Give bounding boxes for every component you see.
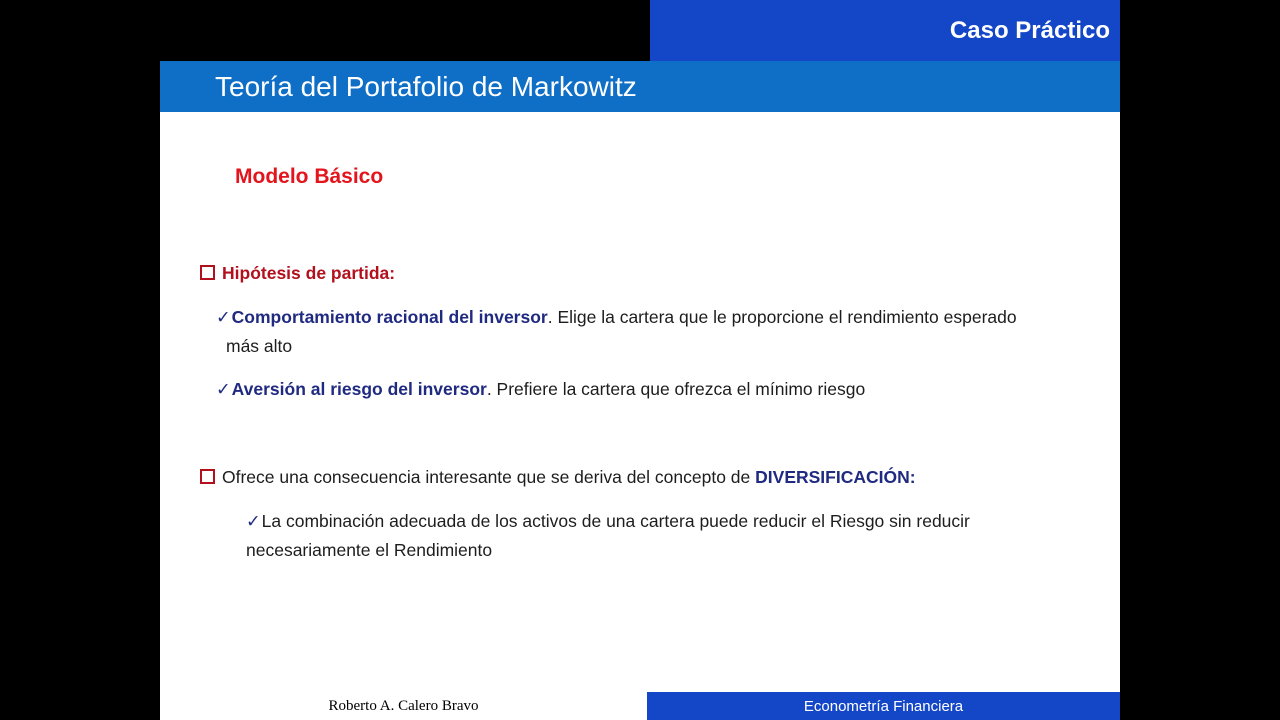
checkmark-icon: ✓ bbox=[246, 511, 261, 531]
hypothesis-text: . Prefiere la cartera que ofrezca el mínimo riesgo bbox=[486, 379, 866, 399]
slide-title: Teoría del Portafolio de Markowitz bbox=[215, 70, 637, 102]
checkmark-icon: ✓ bbox=[216, 379, 231, 399]
footer-author bbox=[160, 692, 647, 720]
slide bbox=[160, 61, 1120, 692]
hypothesis-item-rational bbox=[216, 303, 1017, 332]
diversification-heading bbox=[200, 463, 916, 492]
section-tab-label: Caso Práctico bbox=[949, 16, 1110, 44]
hypothesis-text: . Elige la cartera que le proporcione el rendimiento esperado bbox=[547, 307, 1017, 327]
hypothesis-keyword: Comportamiento racional del inversor bbox=[231, 307, 548, 327]
checkbox-bullet-icon bbox=[200, 265, 215, 280]
footer-course bbox=[647, 692, 1120, 720]
hypothesis-item-rational-cont bbox=[226, 332, 292, 361]
diversification-item bbox=[246, 507, 970, 536]
diversification-text: La combinación adecuada de los activos de una cartera puede reducir el Riesgo sin reducir bbox=[261, 511, 970, 531]
diversification-item-cont bbox=[246, 536, 492, 565]
hypothesis-text-cont: más alto bbox=[226, 336, 293, 356]
hypothesis-item-risk-aversion bbox=[216, 375, 865, 404]
footer-course-label: Econometría Financiera bbox=[803, 697, 964, 715]
diversification-keyword: DIVERSIFICACIÓN: bbox=[755, 467, 916, 487]
footer-author-label: Roberto A. Calero Bravo bbox=[328, 697, 479, 714]
diversification-prefix: Ofrece una consecuencia interesante que se deriva del concepto de bbox=[222, 467, 751, 487]
section-tab bbox=[650, 0, 1120, 61]
slide-subtitle: Modelo Básico bbox=[235, 165, 384, 188]
checkmark-icon: ✓ bbox=[216, 307, 231, 327]
hypothesis-keyword: Aversión al riesgo del inversor bbox=[231, 379, 487, 399]
diversification-text-cont: necesariamente el Rendimiento bbox=[246, 540, 493, 560]
hypothesis-heading-label: Hipótesis de partida: bbox=[222, 263, 396, 283]
slide-title-bar bbox=[160, 61, 1120, 112]
diversification-heading-text bbox=[222, 463, 916, 492]
hypothesis-heading bbox=[200, 259, 395, 288]
checkbox-bullet-icon bbox=[200, 469, 215, 484]
